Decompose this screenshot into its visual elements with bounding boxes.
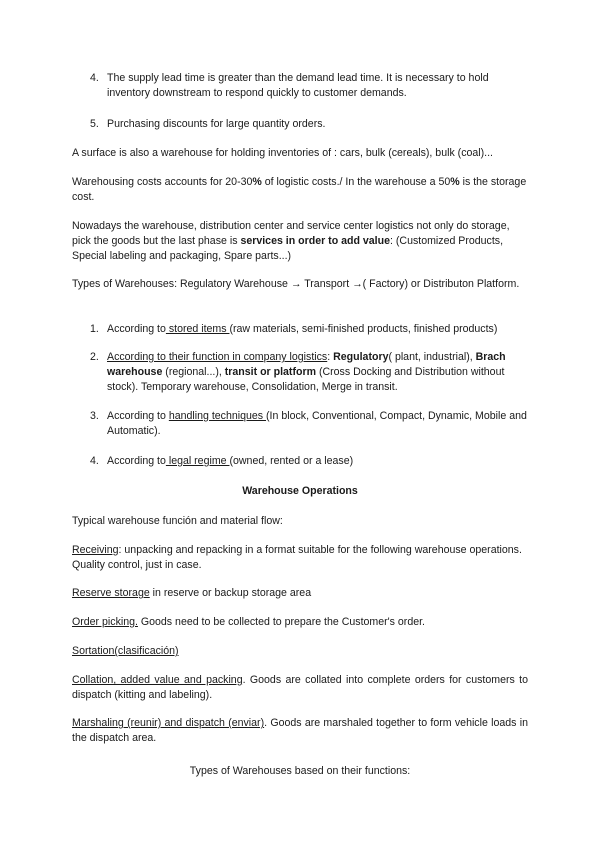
costs-paragraph: Warehousing costs accounts for 20-30% of logistic costs./ In the warehouse a 50% is the storage cost.	[72, 176, 527, 203]
surface-paragraph: A surface is also a warehouse for holding inventories of : cars, bulk (cereals), bulk (coal)...	[72, 147, 494, 159]
ops-intro: Typical warehouse función and material flow:	[72, 515, 283, 527]
nowadays-paragraph: Nowadays the warehouse, distribution center and service center logistics not only do storage, pick the goods but the last phase is services in order to add value: (Customized Products, Special labeling and packaging, Spare parts...)	[72, 220, 510, 262]
receiving-paragraph: Receiving: unpacking and repacking in a format suitable for the following warehouse operations. Quality control, just in case.	[72, 544, 522, 571]
document-page: 4. The supply lead time is greater than the demand lead time. It is necessary to hold inventory downstream to respond quickly to customer demands. 5. Purchasing discounts for large quantity orders. A surface is also a warehouse for holding inventories of : cars, bulk (cereals), bulk (coal)... Warehousing costs accounts for 20-30% of logistic costs./ In the warehouse a 50% is the storage cost. Nowadays the warehouse, distribution center and service center logistics not only do storage, pick the goods but the last phase is services in order to add value: (Customized Products, Special labeling and packaging, Spare parts...) Types of Warehouses: Regulatory Warehouse → Transport →( Factory) or Distributon Platform. 1. According to stored items (raw materials, semi-finished products, finished products) 2. According to their function in company logistics: Regulatory( plant, industrial), Brach warehouse (regional...), transit or platform (Cross Docking and Distribution without stock). Temporary warehouse, Consolidation, Merge in transit. 3. According to handling techniques (In block, Conventional, Compact, Dynamic, Mobile and Automatic). 4. According to legal regime (owned, rented or a lease) Warehouse Operations Typical warehouse función and material flow: Receiving: unpacking and repacking in a format suitable for the following warehouse operations. Quality control, just in case. Reserve storage in reserve or backup storage area Order picking. Goods need to be collected to prepare the Customer's order. Sortation(clasificación) Collation, added value and packing. Goods are collated into complete orders for customers to dispatch (kitting and labeling). Marshaling (reunir) and dispatch (enviar). Goods are marshaled together to form vehicle loads in the dispatch area. Types of Warehouses based on their functions:	[0, 0, 600, 848]
sortation-paragraph: Sortation(clasificación)	[72, 645, 179, 657]
types-paragraph: Types of Warehouses: Regulatory Warehouse → Transport →( Factory) or Distributon Platform.	[72, 278, 520, 290]
picking-paragraph: Order picking. Goods need to be collected to prepare the Customer's order.	[72, 616, 425, 628]
section-heading: Warehouse Operations	[242, 485, 358, 497]
marshaling-paragraph: Marshaling (reunir) and dispatch (enviar). Goods are marshaled together to form vehicle loads in the dispatch area.	[72, 717, 528, 744]
collation-paragraph: Collation, added value and packing. Goods are collated into complete orders for customers to dispatch (kitting and labeling).	[72, 674, 528, 701]
footer-heading: Types of Warehouses based on their functions:	[189, 765, 411, 777]
reserve-paragraph: Reserve storage in reserve or backup storage area	[72, 587, 312, 599]
